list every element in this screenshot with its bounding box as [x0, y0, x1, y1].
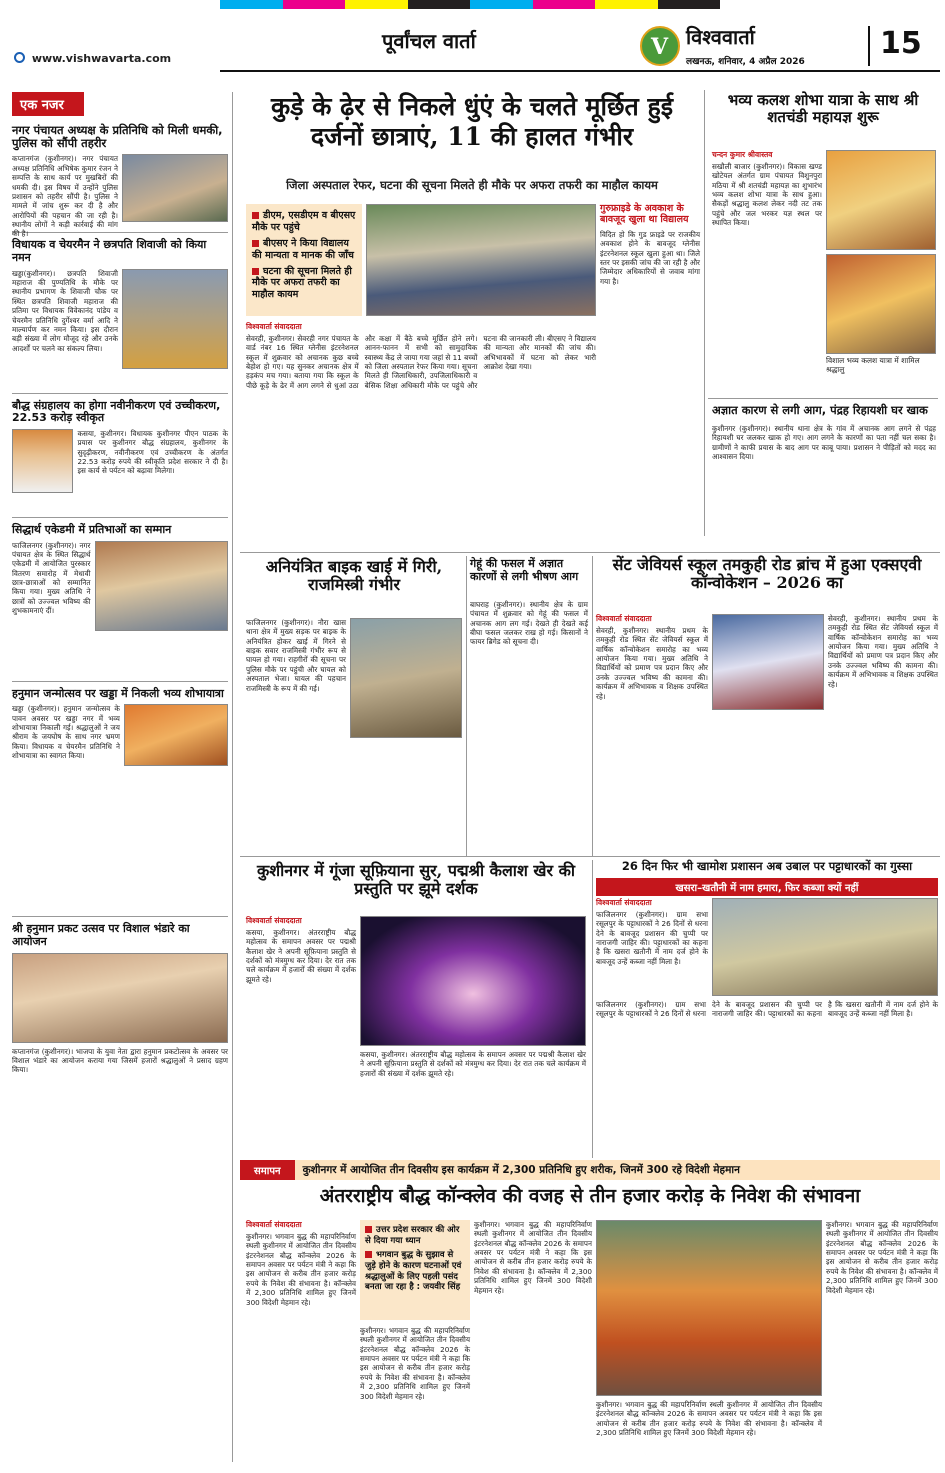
bike-text: फाजिलनगर (कुशीनगर)। नौरा खास थाना क्षेत्र में मुख्य सड़क पर बाइक के अनियंत्रित होकर खाई में गिरने से बाइक सवार राजमिस्त्री गंभीर रूप से घायल हो गया। राहगीरों की सूचना पर पुलिस मौके पर पहुंची और घायल को अस्पताल भेजा। घायल की पहचान राजमिस्त्री के रूप में की गई। [246, 618, 346, 693]
khamosh-headline: 26 दिन फिर भी खामोश प्रशासन अब उबाल पर पट्टाधारकों का गुस्सा [621, 859, 913, 873]
lead-headline: कुड़े के ढ़ेर से निकले धुंएं के चलते मूर्छित हुई दर्जनों छात्राएं, 11 की हालत गंभीर [270, 92, 674, 151]
lead-body [246, 322, 596, 552]
conclave-headline: अंतरराष्ट्रीय बौद्ध कॉन्क्लेव की वजह से तीन हजार करोड़ के निवेश की संभावना [319, 1185, 861, 1207]
registration-bar [220, 0, 720, 9]
story2-photo [122, 269, 228, 369]
story1-block [12, 154, 228, 239]
conclave-bullet-1: उत्तर प्रदेश सरकार की ओर से दिया गया ध्यान [365, 1225, 460, 1246]
fire-text: कुशीनगर (कुशीनगर)। स्थानीय थाना क्षेत्र के गांव में अचानक आग लगने से पंद्रह रिहायशी घर जलकर खाक हो गए। आग लगने के कारणों का पता नहीं चल सका है। ग्रामीणों ने काफी प्रयास के बाद आग पर काबू पाया। प्रशासन ने पीड़ितों को मदद का आश्वासन दिया। [712, 424, 936, 462]
kalash-byline: चन्दन कुमार श्रीवास्तव [712, 150, 773, 159]
conclave-body [246, 1220, 356, 1460]
samapan-strip [240, 1160, 940, 1180]
conclave-text-col3: कुशीनगर। भगवान बुद्ध की महापरिनिर्वाण स्थली कुशीनगर में आयोजित तीन दिवसीय इंटरनेशनल बौद्ध कॉन्क्लेव 2026 के समापन अवसर पर पर्यटन मंत्री ने कहा कि इस आयोजन से करीब तीन हजार करोड़ रुपये के निवेश की संभावना है। कॉन्क्लेव में 2,300 प्रतिनिधि शामिल हुए जिनमें 300 विदेशी मेहमान रहे। [474, 1220, 592, 1295]
story5-title: हनुमान जन्मोत्सव पर खड्डा में निकली भव्य शोभायात्रा [12, 681, 228, 701]
khamosh-text-col2: फाजिलनगर (कुशीनगर)। ग्राम सभा रसूलपुर के पट्टाधारकों ने 26 दिनों से धरना देने के बावजूद प्रशासन की चुप्पी पर नाराजगी जाहिर की। पट्टाधारकों का कहना है कि खसरा खतौनी में नाम दर्ज होने के बावजूद उन्हें कब्जा नहीं मिला है। [596, 1000, 938, 1019]
khamosh-photo [712, 898, 938, 996]
sidebar [8, 92, 233, 1462]
story5-block [12, 704, 228, 766]
brand-name: विश्ववार्ता [686, 25, 755, 49]
lead-bullet-3: घटना की सूचना मिलते ही मौके पर अफरा तफरी का माहौल कायम [252, 265, 352, 301]
dateline: लखनऊ, शनिवार, 4 अप्रैल 2026 [686, 57, 805, 67]
story4-block [12, 541, 228, 631]
xavier-body [596, 614, 708, 854]
xavier-byline: विश्ववार्ता संवाददाता [596, 614, 652, 623]
story6-text: कप्तानगंज (कुशीनगर)। भाजपा के युवा नेता द्वारा हनुमान प्रकटोत्सव के अवसर पर विशाल भंडारे का आयोजन कराया गया जिसमें हजारों श्रद्धालुओं ने प्रसाद ग्रहण किया। [12, 1046, 228, 1075]
story4-photo [95, 541, 229, 631]
story1-text: कप्तानगंज (कुशीनगर)। नगर पंचायत अध्यक्ष प्रतिनिधि अभिषेक कुमार रंजन ने सम्पत्ति के साथ कार्य पर मुखबिरों की धमकी दी। इस विषय में उन्होंने पुलिस प्रशासन को तहरीर सौंपी है। पुलिस ने मामले में जांच शुरू कर दी है और आरोपियों की पहचान की जा रही है। स्थानीय लोगों ने कड़ी कार्रवाई की मांग की है। [12, 154, 118, 239]
wheat-text: बाघराह (कुशीनगर)। स्थानीय क्षेत्र के ग्राम पंचायत में शुक्रवार को गेहूं की फसल में अचानक आग लग गई। देखते ही देखते कई बीघा फसल जलकर राख हो गई। किसानों ने फायर ब्रिगेड को सूचना दी। [470, 600, 588, 647]
lead-bullet-1: डीएम, एसडीएम व बीएसए मौके पर पहुंचे [252, 210, 356, 233]
sufi-byline: विश्ववार्ता संवाददाता [246, 916, 302, 925]
khamosh-text: फाजिलनगर (कुशीनगर)। ग्राम सभा रसूलपुर के पट्टाधारकों ने 26 दिनों से धरना देने के बावजूद प्रशासन की चुप्पी पर नाराजगी जाहिर की। पट्टाधारकों का कहना है कि खसरा खतौनी में नाम दर्ज होने के बावजूद उन्हें कब्जा नहीं मिला है। [596, 910, 708, 966]
sidebar-label: एक नजर [12, 92, 84, 116]
globe-icon [14, 52, 25, 63]
conclave-byline: विश्ववार्ता संवाददाता [246, 1220, 302, 1229]
story4-title: सिद्धार्थ एकेडमी में प्रतिभाओं का सम्मान [12, 517, 228, 537]
samapan-label: समापन [240, 1160, 295, 1180]
sufi-photo [360, 916, 586, 1046]
lead-byline: विश्ववार्ता संवाददाता [246, 322, 302, 331]
conclave-text: कुशीनगर। भगवान बुद्ध की महापरिनिर्वाण स्थली कुशीनगर में आयोजित तीन दिवसीय इंटरनेशनल बौद्ध कॉन्क्लेव 2026 के समापन अवसर पर पर्यटन मंत्री ने कहा कि इस आयोजन से करीब तीन हजार करोड़ रुपये के निवेश की संभावना है। कॉन्क्लेव में 2,300 प्रतिनिधि शामिल हुए जिनमें 300 विदेशी मेहमान रहे। [246, 1232, 356, 1307]
story6-photo [12, 953, 228, 1043]
lead-sidebox [600, 204, 700, 554]
conclave-bullet-box [360, 1220, 470, 1320]
xavier-photo [712, 614, 824, 710]
page-number: 15 [868, 26, 928, 66]
story3-text: कसया, कुशीनगर। विधायक कुशीनगर पीएन पाठक के प्रयास पर कुशीनगर बौद्ध संग्रहालय, कुशीनगर के सुदृढ़ीकरण, नवीनीकरण एवं उच्चीकरण के अंतर्गत 22.53 करोड़ रुपये की स्वीकृति प्रदेश सरकार ने दी है। इस कार्य से पर्यटन को बढ़ावा मिलेगा। [77, 429, 228, 476]
section-title: पूर्वांचल वार्ता [382, 29, 476, 53]
samapan-text: कुशीनगर में आयोजित तीन दिवसीय इस कार्यक्रम में 2,300 प्रतिनिधि हुए शरीक, जिनमें 300 रहे विदेशी मेहमान [302, 1164, 740, 1176]
story3-title: बौद्ध संग्रहालय का होगा नवीनीकरण एवं उच्चीकरण, 22.53 करोड़ स्वीकृत [12, 393, 228, 425]
brand-logo: V [640, 26, 680, 66]
story6-title: श्री हनुमान प्रकट उत्सव पर विशाल भंडारे का आयोजन [12, 916, 228, 948]
sufi-text: कसया, कुशीनगर। अंतरराष्ट्रीय बौद्ध महोत्सव के समापन अवसर पर पद्मश्री कैलाश खेर ने अपनी सूफ़ियाना प्रस्तुति से दर्शकों को मंत्रमुग्ध कर दिया। देर रात तक चले कार्यक्रम में हजारों की संख्या में दर्शक झूमते रहे। [246, 928, 356, 984]
wheat-headline: गेहूं की फसल में अज्ञात कारणों से लगी भीषण आग [470, 557, 579, 583]
kalash-text: सखौली बाजार (कुशीनगर)। विकास खण्ड खोटेयल अंतर्गत ग्राम पंचायत विशुनपुरा मठिया में श्री शतचंडी महायज्ञ का शुभारंभ भव्य कलश शोभा यात्रा के साथ हुआ। सैकड़ों श्रद्धालु कलश लेकर नदी तट तक पहुंचे और जल भरकर यज्ञ स्थल पर स्थापित किया। [712, 162, 822, 228]
website-link[interactable]: www.vishwavarta.com [14, 52, 171, 65]
kalash-caption: विशाल भव्य कलश यात्रा में शामिल श्रद्धालु [826, 356, 920, 374]
xavier-text: सेवरही, कुशीनगर। स्थानीय प्रथम के तमकुही रोड स्थित सेंट जेवियर्स स्कूल में वार्षिक कॉन्वोकेशन समारोह का भव्य आयोजन किया गया। मुख्य अतिथि ने विद्यार्थियों को प्रमाण पत्र प्रदान किए और उनके उज्ज्वल भविष्य की कामना की। कार्यक्रम में अभिभावक व शिक्षक उपस्थित रहे। [596, 626, 708, 701]
header [0, 12, 945, 78]
lead-text: सेवरही, कुशीनगर। सेवरही नगर पंचायत के वार्ड नंबर 16 स्थित ग्लेनीस इंटरनेशनल स्कूल में शुक्रवार को अचानक कुछ बच्चे बेहोश हो गए। यह सुनकर अचानक क्षेत्र में हड़कंप मच गया। बताया गया कि स्कूल के पीछे कूड़े के ढेर में आग लगने से धुआं उठा और कक्षा में बैठे बच्चे मूर्छित होने लगे। आनन-फानन में सभी को सामुदायिक स्वास्थ्य केंद्र ले जाया गया जहां से 11 बच्चों को जिला अस्पताल रेफर किया गया। सूचना मिलते ही जिलाधिकारी, उपजिलाधिकारी व बेसिक शिक्षा अधिकारी मौके पर पहुंचे और घटना की जानकारी ली। बीएसए ने विद्यालय की मान्यता और मानकों की जांच की। अभिभावकों में घटना को लेकर भारी आक्रोश देखा गया। [246, 334, 596, 390]
kalash-photo-1 [826, 150, 936, 250]
lead-box-text: विदित हो कि गुड फ्राइडे पर राजकीय अवकाश होने के बावजूद ग्लेनीस इंटरनेशनल स्कूल खुला हुआ था। जिले स्तर पर इसकी जांच की जा रही है और जिम्मेदार अधिकारियों से जवाब मांगा गया है। [600, 229, 700, 286]
kalash-headline: भव्य कलश शोभा यात्रा के साथ श्री शतचंडी महायज्ञ शुरू [727, 91, 919, 127]
conclave-text-col5: कुशीनगर। भगवान बुद्ध की महापरिनिर्वाण स्थली कुशीनगर में आयोजित तीन दिवसीय इंटरनेशनल बौद्ध कॉन्क्लेव 2026 के समापन अवसर पर पर्यटन मंत्री ने कहा कि इस आयोजन से करीब तीन हजार करोड़ रुपये के निवेश की संभावना है। कॉन्क्लेव में 2,300 प्रतिनिधि शामिल हुए जिनमें 300 विदेशी मेहमान रहे। [596, 1400, 822, 1438]
khamosh-subhead: खसरा–खतौनी में नाम हमारा, फिर कब्जा क्यों नहीं [596, 878, 938, 896]
lead-box-title: गुरुफ्राइडे के अवकाश के बावजूद खुला था विद्यालय [600, 203, 689, 225]
kalash-photo-2 [826, 254, 936, 354]
sufi-body [246, 916, 356, 1156]
story5-text: खड्डा (कुशीनगर)। हनुमान जन्मोत्सव के पावन अवसर पर खड्डा नगर में भव्य शोभायात्रा निकाली गई। श्रद्धालुओं ने जय श्रीराम के जयघोष के साथ नगर भ्रमण किया। विधायक व चेयरमैन प्रतिनिधि ने शोभायात्रा का स्वागत किया। [12, 704, 120, 761]
sufi-text-col2: कसया, कुशीनगर। अंतरराष्ट्रीय बौद्ध महोत्सव के समापन अवसर पर पद्मश्री कैलाश खेर ने अपनी सूफ़ियाना प्रस्तुति से दर्शकों को मंत्रमुग्ध कर दिया। देर रात तक चले कार्यक्रम में हजारों की संख्या में दर्शक झूमते रहे। [360, 1050, 586, 1078]
story1-title: नगर पंचायत अध्यक्ष के प्रतिनिधि को मिली धमकी, पुलिस को सौंपी तहरीर [12, 123, 223, 151]
story2-title: विधायक व चेयरमैन ने छत्रपति शिवाजी को किया नमन [12, 232, 228, 264]
conclave-text-col4: कुशीनगर। भगवान बुद्ध की महापरिनिर्वाण स्थली कुशीनगर में आयोजित तीन दिवसीय इंटरनेशनल बौद्ध कॉन्क्लेव 2026 के समापन अवसर पर पर्यटन मंत्री ने कहा कि इस आयोजन से करीब तीन हजार करोड़ रुपये के निवेश की संभावना है। कॉन्क्लेव में 2,300 प्रतिनिधि शामिल हुए जिनमें 300 विदेशी मेहमान रहे। [826, 1220, 938, 1295]
lead-photo [366, 204, 596, 316]
lead-bullet-2: बीएसए ने किया विद्यालय की मान्यता व मानक की जाँच [252, 237, 354, 261]
conclave-photo [596, 1220, 822, 1396]
lead-subhead: जिला अस्पताल रेफर, घटना की सूचना मिलते ही मौके पर अफरा तफरी का माहौल कायम [286, 178, 658, 192]
story4-text: फाजिलनगर (कुशीनगर)। नगर पंचायत क्षेत्र के स्थित सिद्धार्थ एकेडमी में आयोजित पुरस्कार वितरण समारोह में मेधावी छात्र-छात्राओं को सम्मानित किया गया। मुख्य अतिथि ने छात्रों को उज्ज्वल भविष्य की शुभकामनाएं दीं। [12, 540, 91, 616]
story3-block [12, 429, 228, 511]
xavier-text-col2: सेवरही, कुशीनगर। स्थानीय प्रथम के तमकुही रोड स्थित सेंट जेवियर्स स्कूल में वार्षिक कॉन्वोकेशन समारोह का भव्य आयोजन किया गया। मुख्य अतिथि ने विद्यार्थियों को प्रमाण पत्र प्रदान किए और उनके उज्ज्वल भविष्य की कामना की। कार्यक्रम में अभिभावक व शिक्षक उपस्थित रहे। [828, 614, 938, 689]
kalash-body [712, 150, 822, 400]
bike-headline: अनियंत्रित बाइक खाई में गिरी, राजमिस्त्री गंभीर [265, 557, 443, 595]
story2-block [12, 269, 228, 387]
story1-photo [122, 154, 228, 222]
story5-photo [124, 704, 228, 766]
conclave-bullet-2: भगवान बुद्ध के सुझाव से जुड़े होने के कारण घटनाओं एवं श्रद्धालुओं के लिए पहली पसंद बनता जा रहा है : जयवीर सिंह [365, 1250, 462, 1293]
khamosh-body [596, 898, 708, 998]
xavier-headline: सेंट जेवियर्स स्कूल तमकुही रोड ब्रांच में हुआ एक्सएवी कॉन्वोकेशन – 2026 का [612, 555, 922, 593]
lead-bullet-box [246, 204, 362, 316]
khamosh-byline: विश्ववार्ता संवाददाता [596, 898, 652, 907]
sufi-headline: कुशीनगर में गूंजा सूफ़ियाना सुर, पद्मश्री कैलाश खेर की प्रस्तुति पर झूमे दर्शक [256, 861, 576, 899]
fire-headline: अज्ञात कारण से लगी आग, पंद्रह रिहायशी घर खाक [712, 403, 928, 417]
conclave-text-col2: कुशीनगर। भगवान बुद्ध की महापरिनिर्वाण स्थली कुशीनगर में आयोजित तीन दिवसीय इंटरनेशनल बौद्ध कॉन्क्लेव 2026 के समापन अवसर पर पर्यटन मंत्री ने कहा कि इस आयोजन से करीब तीन हजार करोड़ रुपये के निवेश की संभावना है। कॉन्क्लेव में 2,300 प्रतिनिधि शामिल हुए जिनमें 300 विदेशी मेहमान रहे। [360, 1326, 470, 1401]
story3-photo [12, 429, 73, 493]
story2-text: खड्डा(कुशीनगर)। छत्रपति शिवाजी महाराज की पुण्यतिथि के मौके पर स्थानीय प्रभागण के शिवाजी चौक पर स्थित छत्रपति शिवाजी महाराज की प्रतिमा पर विधायक विवेकानंद पांडेय व चेयरमैन प्रतिनिधि दुर्गेश्वर वर्मा आदि ने माल्यार्पण कर नमन किया। इस दौरान बड़ी संख्या में लोग मौजूद रहे और उनके आदर्शों पर चलने का संकल्प लिया। [12, 268, 118, 353]
bike-photo [350, 618, 462, 738]
